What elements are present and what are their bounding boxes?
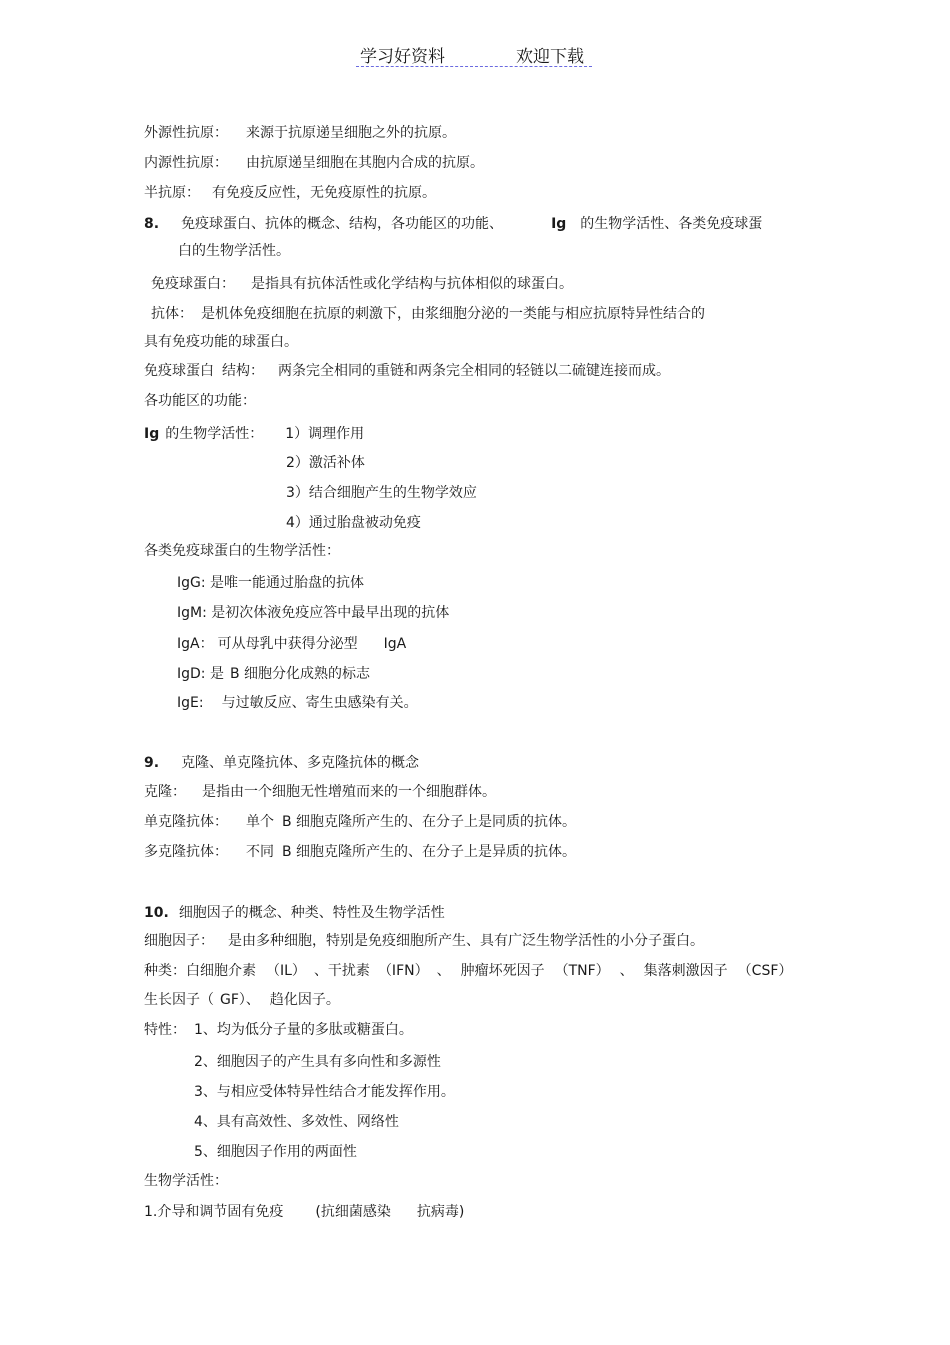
text-segment: 免疫球蛋白: [144, 363, 214, 379]
text-segment: 半抗原：: [144, 185, 200, 201]
text-segment: 肿瘤坏死因子: [460, 963, 545, 979]
text-line: [177, 635, 406, 653]
text-segment: 特性：: [144, 1022, 186, 1038]
text-line: [144, 991, 340, 1009]
text-segment: (抗细菌感染: [315, 1204, 391, 1220]
text-segment: 可从母乳中获得分泌型: [217, 636, 358, 652]
text-segment: 9.: [144, 755, 160, 771]
text-segment: 结构：: [222, 363, 264, 379]
text-segment: 免疫球蛋白、抗体的概念、结构，各功能区的功能、: [181, 216, 504, 232]
text-segment: B 细胞克隆所产生的、在分子上是异质的抗体。: [282, 844, 577, 860]
text-segment: 细胞因子：: [144, 933, 214, 949]
text-line: [286, 454, 365, 472]
text-segment: IgA: [383, 636, 407, 652]
text-segment: 有免疫反应性，无免疫原性的抗原。: [212, 185, 436, 201]
text-segment: 、: [619, 963, 634, 979]
text-segment: 是由多种细胞，特别是免疫细胞所产生、具有广泛生物学活性的小分子蛋白。: [228, 933, 704, 949]
text-segment: 生物学活性：: [144, 1173, 228, 1189]
text-segment: 多克隆抗体：: [144, 844, 228, 860]
text-segment: IgD: 是: [177, 666, 224, 682]
text-segment: IgA：: [177, 636, 214, 652]
text-line: [144, 425, 364, 443]
text-segment: 内源性抗原：: [144, 155, 228, 171]
text-line: [144, 813, 576, 831]
text-segment: 3、与相应受体特异性结合才能发挥作用。: [194, 1084, 455, 1100]
text-segment: 细胞因子的概念、种类、特性及生物学活性: [178, 905, 445, 921]
text-segment: 的生物学活性、各类免疫球蛋: [580, 216, 763, 232]
text-segment: IgE:: [177, 695, 204, 711]
text-segment: 外源性抗原：: [144, 125, 228, 141]
text-line: [151, 275, 573, 293]
text-segment: 白的生物学活性。: [178, 243, 290, 259]
text-line: [144, 932, 704, 950]
text-line: [144, 542, 340, 560]
text-segment: 的生物学活性：: [165, 426, 264, 442]
text-segment: 、干扰素: [313, 963, 370, 979]
text-line: [144, 1021, 413, 1039]
text-segment: 抗病毒): [416, 1204, 465, 1220]
text-segment: 免疫球蛋白：: [151, 276, 235, 292]
text-segment: 具有免疫功能的球蛋白。: [144, 334, 298, 350]
text-line: [144, 215, 762, 233]
text-segment: 1、均为低分子量的多肽或糖蛋白。: [194, 1022, 413, 1038]
text-line: [144, 333, 298, 351]
text-segment: 2、细胞因子的产生具有多向性和多源性: [194, 1054, 441, 1070]
text-line: [144, 754, 419, 772]
page-header: [356, 40, 592, 67]
text-line: [194, 1113, 399, 1131]
text-line: [178, 242, 290, 260]
text-segment: 抗体：: [151, 306, 193, 322]
text-segment: 种类：白细胞介素: [144, 963, 256, 979]
text-segment: 克隆：: [144, 784, 186, 800]
text-segment: 与过敏反应、寄生虫感染有关。: [221, 695, 418, 711]
text-segment: 来源于抗原递呈细胞之外的抗原。: [246, 125, 456, 141]
text-line: [194, 1053, 441, 1071]
text-segment: 单克隆抗体：: [144, 814, 228, 830]
text-segment: IgM: 是初次体液免疫应答中最早出现的抗体: [177, 605, 450, 621]
text-segment: 8.: [144, 216, 160, 232]
text-segment: B 细胞分化成熟的标志: [229, 666, 371, 682]
text-segment: B 细胞克隆所产生的、在分子上是同质的抗体。: [282, 814, 577, 830]
text-segment: IgG: 是唯一能通过胎盘的抗体: [177, 575, 365, 591]
text-line: [144, 904, 445, 922]
text-segment: （IL）: [266, 963, 306, 979]
text-segment: 克隆、单克隆抗体、多克隆抗体的概念: [181, 755, 420, 771]
text-line: [144, 184, 436, 202]
text-line: [144, 362, 670, 380]
text-segment: 各功能区的功能：: [144, 393, 256, 409]
text-line: [151, 305, 705, 323]
text-segment: 是指由一个细胞无性增殖而来的一个细胞群体。: [202, 784, 496, 800]
text-segment: （IFN）: [377, 963, 429, 979]
text-line: [144, 843, 576, 861]
text-segment: 10.: [144, 905, 169, 921]
text-line: [177, 574, 364, 592]
text-segment: Ig: [144, 426, 160, 442]
text-segment: 各类免疫球蛋白的生物学活性：: [144, 543, 340, 559]
text-segment: （TNF）: [554, 963, 610, 979]
text-segment: 是机体免疫细胞在抗原的刺激下，由浆细胞分泌的一类能与相应抗原特异性结合的: [201, 306, 705, 322]
text-segment: 由抗原递呈细胞在其胞内合成的抗原。: [246, 155, 484, 171]
text-line: [144, 783, 496, 801]
text-segment: 是指具有抗体活性或化学结构与抗体相似的球蛋白。: [251, 276, 573, 292]
text-line: [194, 1083, 455, 1101]
text-segment: 1.介导和调节固有免疫: [144, 1204, 284, 1220]
text-segment: 不同: [246, 844, 274, 860]
text-segment: 集落刺激因子: [643, 963, 728, 979]
text-segment: GF）、: [220, 992, 260, 1008]
text-line: [286, 484, 477, 502]
text-line: [144, 392, 256, 410]
text-line: [177, 694, 418, 712]
text-line: [144, 1172, 228, 1190]
text-segment: 趋化因子。: [269, 992, 340, 1008]
text-line: [177, 604, 449, 622]
text-segment: 生长因子（: [144, 992, 214, 1008]
text-line: [144, 962, 792, 980]
text-line: [144, 124, 456, 142]
text-segment: 4）通过胎盘被动免疫: [286, 515, 421, 531]
text-segment: 单个: [246, 814, 274, 830]
header-right-text: 欢迎下载: [516, 47, 584, 67]
text-segment: 5、细胞因子作用的两面性: [194, 1144, 357, 1160]
text-line: [286, 514, 421, 532]
text-segment: （CSF）: [737, 963, 793, 979]
text-segment: 、: [436, 963, 451, 979]
text-segment: 2）激活补体: [286, 455, 365, 471]
text-line: [177, 665, 370, 683]
text-segment: 1）调理作用: [285, 426, 365, 442]
text-segment: 两条完全相同的重链和两条完全相同的轻链以二硫键连接而成。: [278, 363, 670, 379]
text-segment: 3）结合细胞产生的生物学效应: [286, 485, 477, 501]
text-segment: Ig: [551, 216, 567, 232]
text-line: [144, 154, 484, 172]
text-segment: 4、具有高效性、多效性、网络性: [194, 1114, 399, 1130]
text-line: [144, 1203, 464, 1221]
text-line: [194, 1143, 357, 1161]
header-left-text: 学习好资料: [360, 47, 445, 67]
